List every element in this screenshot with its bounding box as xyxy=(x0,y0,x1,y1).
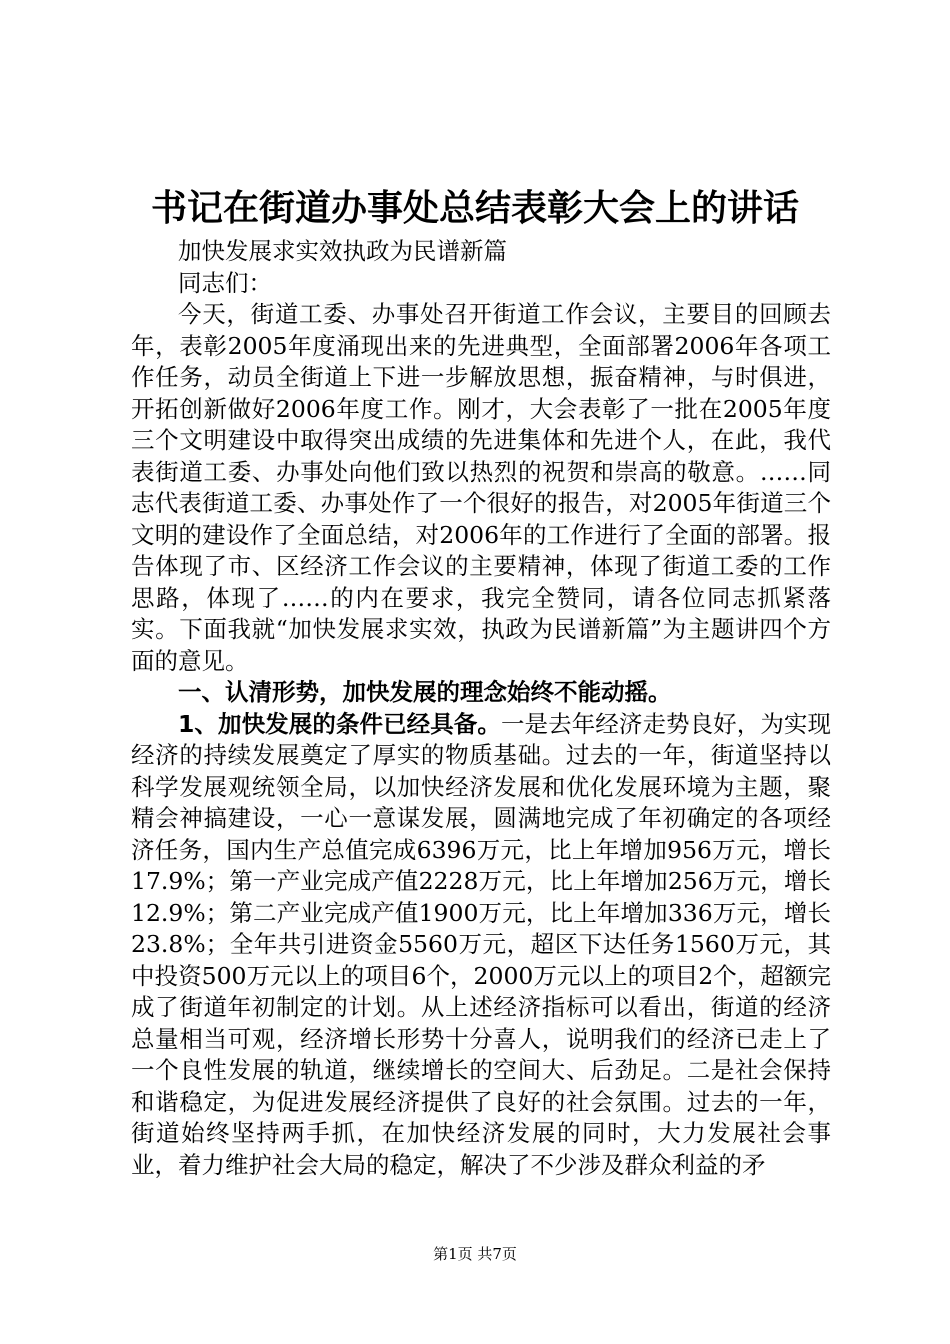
point-1-lead: 1、加快发展的条件已经具备。 xyxy=(178,709,501,738)
paragraph-intro: 今天，街道工委、办事处召开街道工作会议，主要目的回顾去年，表彰2005年度涌现出来的先进典型，全面部署2006年各项工作任务，动员全街道上下进一步解放思想，振奋精神，与时俱进，开拓创新做好2006年度工作。刚才，大会表彰了一批在2005年度三个文明建设中取得突出成绩的先进集体和先进个人，在此，我代表街道工委、办事处向他们致以热烈的祝贺和崇高的敬意。……同志代表街道工委、办事处作了一个很好的报告，对2005年街道三个文明的建设作了全面总结，对2006年的工作进行了全面的部署。报告体现了市、区经济工作会议的主要精神，体现了街道工委的工作思路，体现了……的内在要求，我完全赞同，请各位同志抓紧落实。下面我就“加快发展求实效，执政为民谱新篇”为主题讲四个方面的意见。 xyxy=(131,300,831,675)
point-1-body: 一是去年经济走势良好，为实现经济的持续发展奠定了厚实的物质基础。过去的一年，街道坚持以科学发展观统领全局，以加快经济发展和优化发展环境为主题，聚精会神搞建设，一心一意谋发展，圆满地完成了年初确定的各项经济任务，国内生产总值完成6396万元，比上年增加956万元，增长17.9%；第一产业完成产值2228万元，比上年增加256万元，增长12.9%；第二产业完成产值1900万元，比上年增加336万元，增长23.8%；全年共引进资金5560万元，超区下达任务1560万元，其中投资500万元以上的项目6个，2000万元以上的项目2个，超额完成了街道年初制定的计划。从上述经济指标可以看出，街道的经济总量相当可观，经济增长形势十分喜人，说明我们的经济已走上了一个良性发展的轨道，继续增长的空间大、后劲足。二是社会保持和谐稳定，为促进发展经济提供了良好的社会氛围。过去的一年，街道始终坚持两手抓，在加快经济发展的同时，大力发展社会事业，着力维护社会大局的稳定，解决了不少涉及群众利益的矛 xyxy=(131,709,831,1179)
document-body xyxy=(131,236,831,1181)
page-footer: 第1页 共7页 xyxy=(433,1245,517,1263)
section-heading-1: 一、认清形势，加快发展的理念始终不能动摇。 xyxy=(178,678,672,706)
document-title: 书记在街道办事处总结表彰大会上的讲话 xyxy=(150,188,799,229)
salutation: 同志们： xyxy=(178,268,272,297)
subtitle: 加快发展求实效执政为民谱新篇 xyxy=(178,237,507,265)
paragraph-point-1 xyxy=(131,709,831,1182)
